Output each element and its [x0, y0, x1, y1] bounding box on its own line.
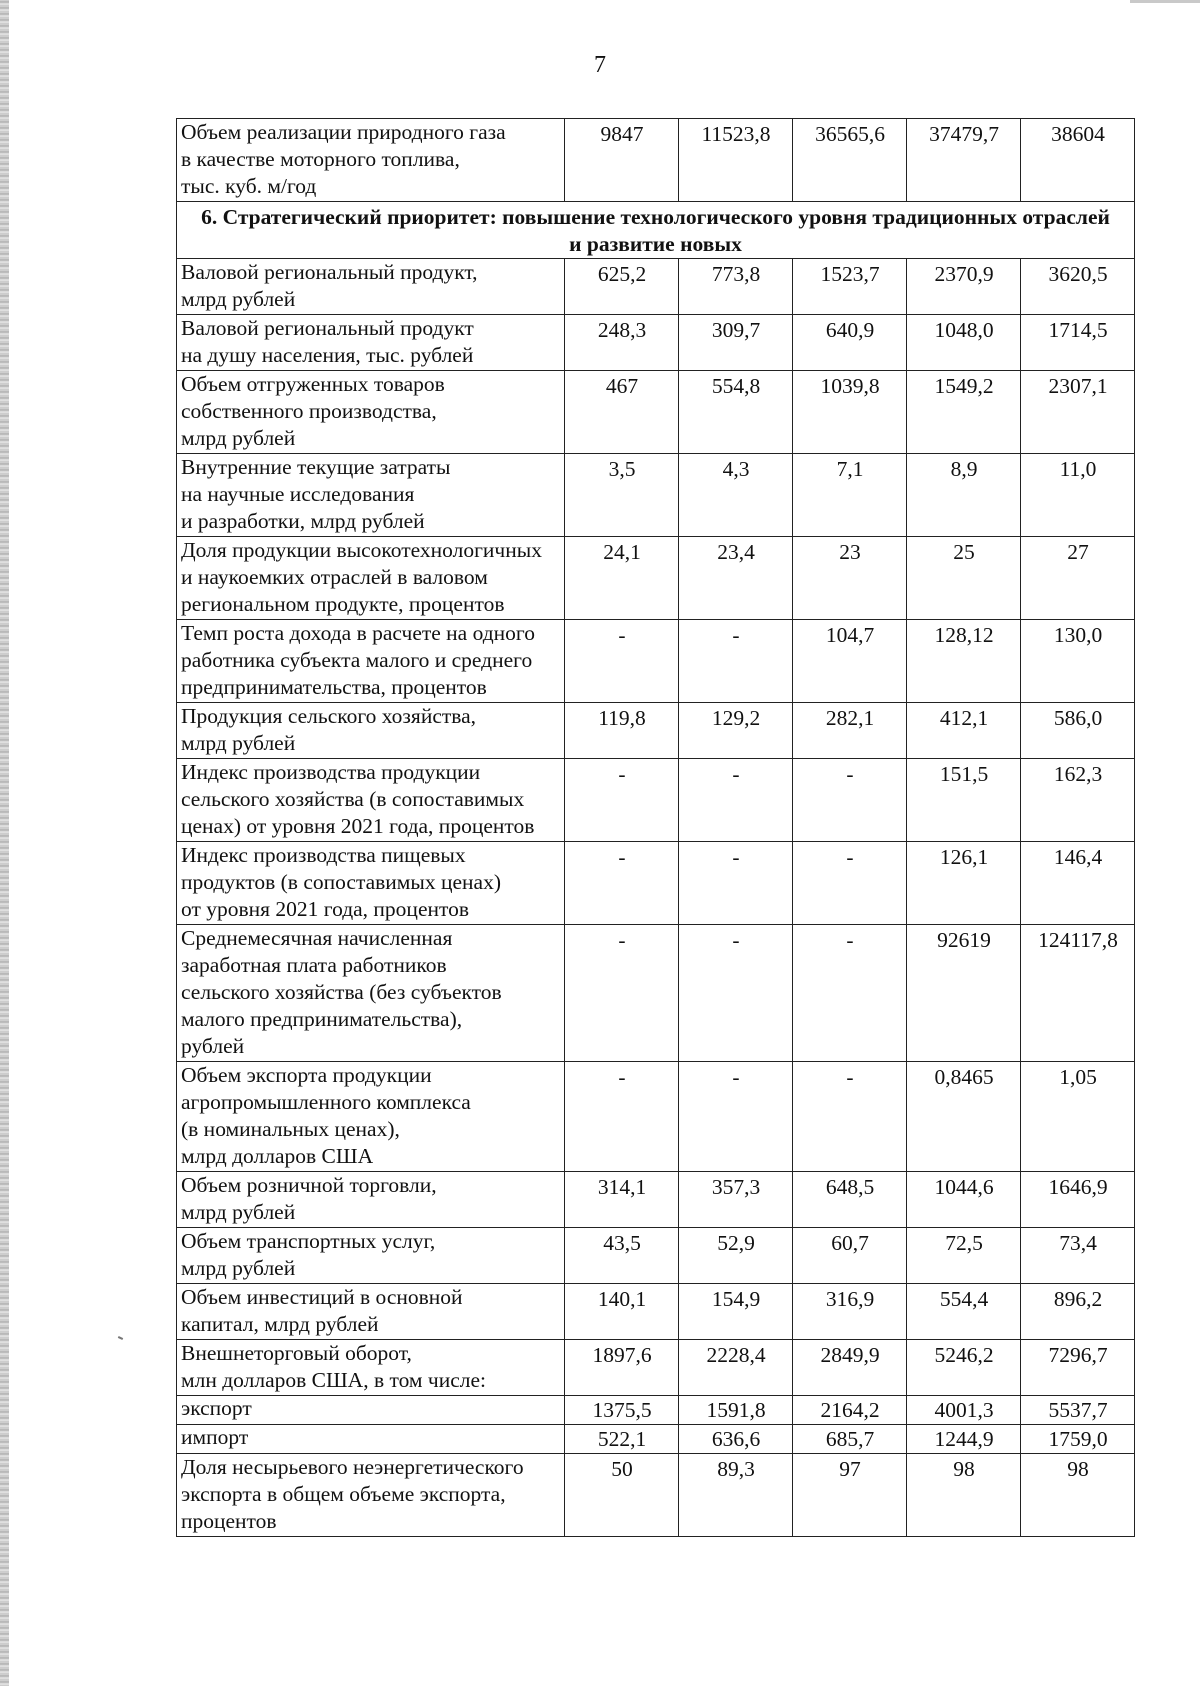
- value-cell: 2228,4: [679, 1340, 793, 1396]
- table-row: [177, 371, 1135, 454]
- value-cell: 1523,7: [793, 259, 907, 315]
- value-cell: 3,5: [565, 454, 679, 537]
- value-cell: 124117,8: [1021, 925, 1135, 1062]
- row-label: Валовой региональный продукт, млрд рублей: [177, 259, 565, 315]
- value-cell: 685,7: [793, 1425, 907, 1454]
- table-row: [177, 537, 1135, 620]
- row-label: Объем отгруженных товаров собственного производства, млрд рублей: [177, 371, 565, 454]
- table-row: [177, 1062, 1135, 1172]
- table-row: [177, 925, 1135, 1062]
- table-row: [177, 620, 1135, 703]
- value-cell: 554,4: [907, 1284, 1021, 1340]
- value-cell: 1039,8: [793, 371, 907, 454]
- value-cell: 2849,9: [793, 1340, 907, 1396]
- row-label: Продукция сельского хозяйства, млрд рублей: [177, 703, 565, 759]
- table-row: [177, 1228, 1135, 1284]
- value-cell: 522,1: [565, 1425, 679, 1454]
- value-cell: 151,5: [907, 759, 1021, 842]
- value-cell: 309,7: [679, 315, 793, 371]
- value-cell: 4001,3: [907, 1396, 1021, 1425]
- row-label: Темп роста дохода в расчете на одного работника субъекта малого и среднего предпринимательства, процентов: [177, 620, 565, 703]
- value-cell: 50: [565, 1454, 679, 1537]
- table-row-gas-sales: [177, 119, 1135, 202]
- value-cell: -: [679, 759, 793, 842]
- table-row: [177, 1454, 1135, 1537]
- value-cell: -: [565, 759, 679, 842]
- value-cell: 140,1: [565, 1284, 679, 1340]
- value-cell: 467: [565, 371, 679, 454]
- value-cell: 97: [793, 1454, 907, 1537]
- value-cell: 89,3: [679, 1454, 793, 1537]
- value-cell: 2164,2: [793, 1396, 907, 1425]
- row-label: Объем инвестиций в основной капитал, млрд рублей: [177, 1284, 565, 1340]
- value-cell: 648,5: [793, 1172, 907, 1228]
- row-label: Объем экспорта продукции агропромышленного комплекса (в номинальных ценах), млрд долларов США: [177, 1062, 565, 1172]
- value-cell: 130,0: [1021, 620, 1135, 703]
- value-cell: 554,8: [679, 371, 793, 454]
- row-label: Доля продукции высокотехнологичных и наукоемких отраслей в валовом региональном продукте, процентов: [177, 537, 565, 620]
- value-cell: 1591,8: [679, 1396, 793, 1425]
- row-label: Доля несырьевого неэнергетического экспорта в общем объеме экспорта, процентов: [177, 1454, 565, 1537]
- row-label: Индекс производства пищевых продуктов (в сопоставимых ценах) от уровня 2021 года, процентов: [177, 842, 565, 925]
- value-cell: 586,0: [1021, 703, 1135, 759]
- value-cell: 5246,2: [907, 1340, 1021, 1396]
- table-row: [177, 259, 1135, 315]
- value-cell: -: [565, 925, 679, 1062]
- value-cell: 38604: [1021, 119, 1135, 202]
- value-cell: 146,4: [1021, 842, 1135, 925]
- section-title: 6. Стратегический приоритет: повышение технологического уровня традиционных отраслей и развитие новых: [177, 202, 1135, 259]
- value-cell: 357,3: [679, 1172, 793, 1228]
- value-cell: 4,3: [679, 454, 793, 537]
- value-cell: 25: [907, 537, 1021, 620]
- value-cell: 2307,1: [1021, 371, 1135, 454]
- value-cell: 9847: [565, 119, 679, 202]
- page-number: 7: [594, 52, 606, 78]
- value-cell: 119,8: [565, 703, 679, 759]
- table-row: [177, 1396, 1135, 1425]
- value-cell: 52,9: [679, 1228, 793, 1284]
- value-cell: 1375,5: [565, 1396, 679, 1425]
- value-cell: 73,4: [1021, 1228, 1135, 1284]
- row-label: Внешнеторговый оборот, млн долларов США, в том числе:: [177, 1340, 565, 1396]
- value-cell: 636,6: [679, 1425, 793, 1454]
- value-cell: 7,1: [793, 454, 907, 537]
- indicators-table: [176, 118, 1135, 1537]
- value-cell: 37479,7: [907, 119, 1021, 202]
- value-cell: 1,05: [1021, 1062, 1135, 1172]
- value-cell: -: [679, 842, 793, 925]
- value-cell: 7296,7: [1021, 1340, 1135, 1396]
- row-label: Индекс производства продукции сельского хозяйства (в сопоставимых ценах) от уровня 2021 года, процентов: [177, 759, 565, 842]
- row-label: экспорт: [177, 1396, 565, 1425]
- value-cell: -: [793, 1062, 907, 1172]
- value-cell: 1048,0: [907, 315, 1021, 371]
- value-cell: 162,3: [1021, 759, 1135, 842]
- value-cell: 3620,5: [1021, 259, 1135, 315]
- value-cell: 72,5: [907, 1228, 1021, 1284]
- value-cell: -: [565, 842, 679, 925]
- value-cell: -: [679, 1062, 793, 1172]
- table-row: [177, 1172, 1135, 1228]
- table-row: [177, 454, 1135, 537]
- value-cell: 23,4: [679, 537, 793, 620]
- value-cell: 1646,9: [1021, 1172, 1135, 1228]
- value-cell: 60,7: [793, 1228, 907, 1284]
- table-row: [177, 759, 1135, 842]
- value-cell: 316,9: [793, 1284, 907, 1340]
- value-cell: -: [565, 620, 679, 703]
- value-cell: 154,9: [679, 1284, 793, 1340]
- value-cell: -: [679, 620, 793, 703]
- row-label: Валовой региональный продукт на душу населения, тыс. рублей: [177, 315, 565, 371]
- value-cell: -: [793, 759, 907, 842]
- value-cell: 412,1: [907, 703, 1021, 759]
- value-cell: 282,1: [793, 703, 907, 759]
- value-cell: 1044,6: [907, 1172, 1021, 1228]
- value-cell: -: [679, 925, 793, 1062]
- row-label: Объем транспортных услуг, млрд рублей: [177, 1228, 565, 1284]
- scan-corner-artifact: [1130, 0, 1200, 3]
- stray-ink-mark: [118, 1336, 123, 1340]
- value-cell: 0,8465: [907, 1062, 1021, 1172]
- section-header-row: [177, 202, 1135, 259]
- row-label: Объем реализации природного газа в качестве моторного топлива, тыс. куб. м/год: [177, 119, 565, 202]
- value-cell: -: [565, 1062, 679, 1172]
- value-cell: 1759,0: [1021, 1425, 1135, 1454]
- row-label: Объем розничной торговли, млрд рублей: [177, 1172, 565, 1228]
- value-cell: 314,1: [565, 1172, 679, 1228]
- value-cell: 23: [793, 537, 907, 620]
- table-row: [177, 315, 1135, 371]
- value-cell: 1714,5: [1021, 315, 1135, 371]
- value-cell: 248,3: [565, 315, 679, 371]
- value-cell: 5537,7: [1021, 1396, 1135, 1425]
- value-cell: 1549,2: [907, 371, 1021, 454]
- value-cell: 896,2: [1021, 1284, 1135, 1340]
- value-cell: 8,9: [907, 454, 1021, 537]
- value-cell: 36565,6: [793, 119, 907, 202]
- table-row: [177, 1425, 1135, 1454]
- value-cell: -: [793, 925, 907, 1062]
- value-cell: 98: [907, 1454, 1021, 1537]
- value-cell: 11,0: [1021, 454, 1135, 537]
- row-label: Внутренние текущие затраты на научные исследования и разработки, млрд рублей: [177, 454, 565, 537]
- table-row: [177, 1284, 1135, 1340]
- row-label: Среднемесячная начисленная заработная плата работников сельского хозяйства (без субъектов малого предпринимательства), рублей: [177, 925, 565, 1062]
- scan-edge-artifact: [0, 0, 9, 1686]
- value-cell: -: [793, 842, 907, 925]
- value-cell: 27: [1021, 537, 1135, 620]
- row-label: импорт: [177, 1425, 565, 1454]
- value-cell: 1897,6: [565, 1340, 679, 1396]
- value-cell: 640,9: [793, 315, 907, 371]
- value-cell: 1244,9: [907, 1425, 1021, 1454]
- value-cell: 129,2: [679, 703, 793, 759]
- value-cell: 24,1: [565, 537, 679, 620]
- value-cell: 2370,9: [907, 259, 1021, 315]
- value-cell: 11523,8: [679, 119, 793, 202]
- value-cell: 773,8: [679, 259, 793, 315]
- value-cell: 98: [1021, 1454, 1135, 1537]
- table-row: [177, 842, 1135, 925]
- table-row: [177, 703, 1135, 759]
- value-cell: 128,12: [907, 620, 1021, 703]
- value-cell: 126,1: [907, 842, 1021, 925]
- value-cell: 92619: [907, 925, 1021, 1062]
- value-cell: 625,2: [565, 259, 679, 315]
- value-cell: 43,5: [565, 1228, 679, 1284]
- table-row: [177, 1340, 1135, 1396]
- value-cell: 104,7: [793, 620, 907, 703]
